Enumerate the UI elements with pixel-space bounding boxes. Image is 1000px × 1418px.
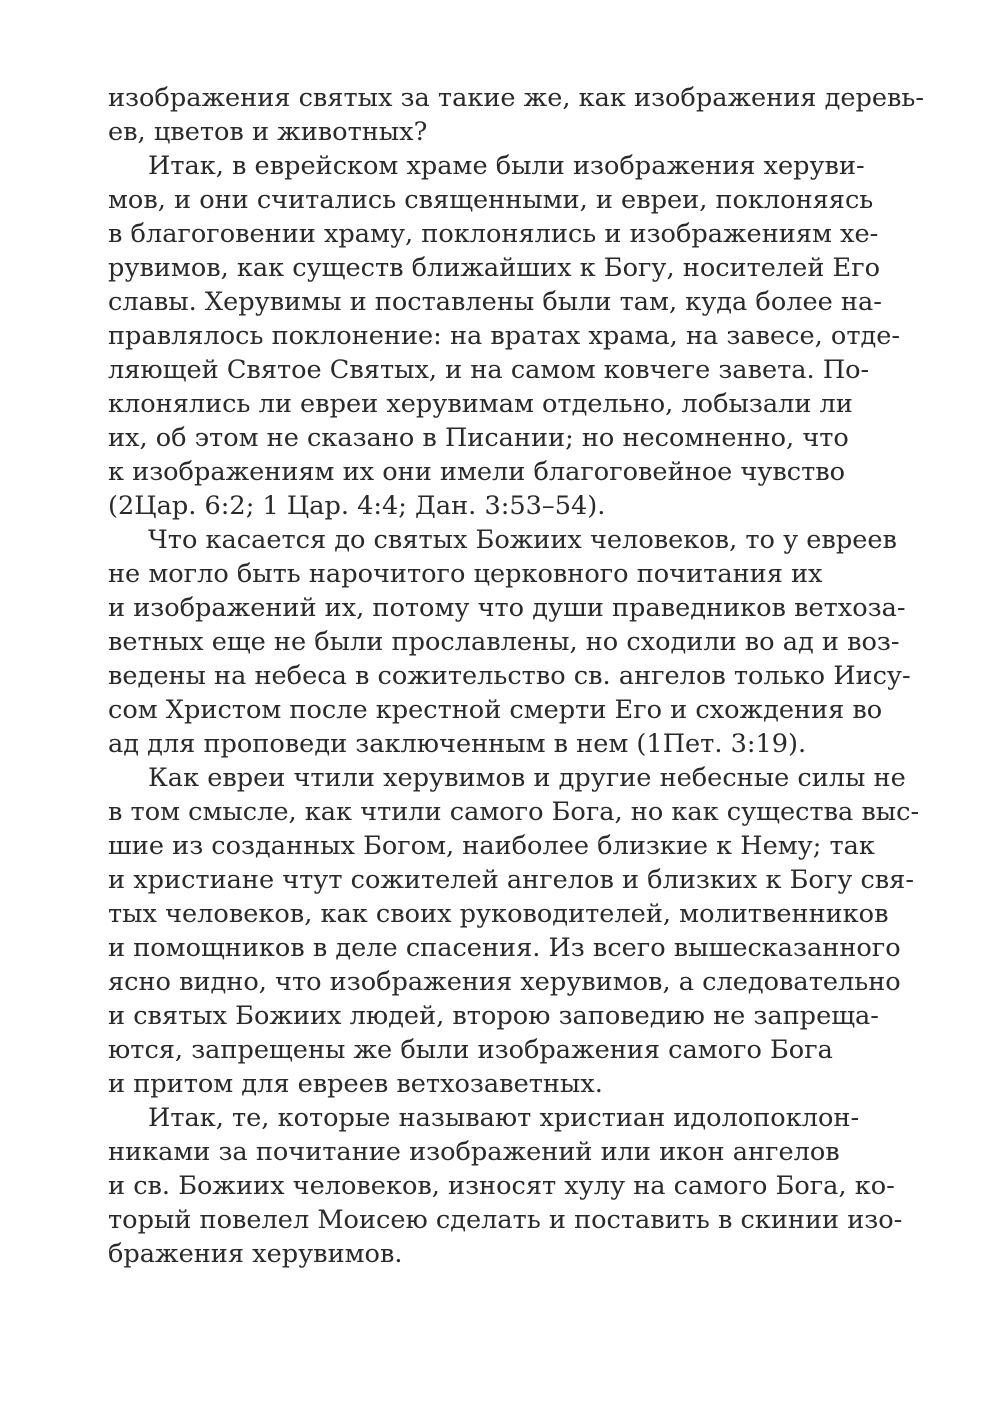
text-line: славы. Херувимы и поставлены были там, куда более на- xyxy=(108,287,882,317)
text-line: ясно видно, что изображения херувимов, а следовательно xyxy=(108,967,901,997)
text-line: никами за почитание изображений или икон ангелов xyxy=(108,1137,840,1167)
text-line: торый повелел Моисею сделать и поставить в скинии изо- xyxy=(108,1205,903,1235)
text-line: и христиане чтут сожителей ангелов и близких к Богу свя- xyxy=(108,865,914,895)
text-line: ветных еще не были прославлены, но сходили во ад и воз- xyxy=(108,627,900,657)
paragraph xyxy=(108,523,911,761)
text-line: в том смысле, как чтили самого Бога, но как существа выс- xyxy=(108,797,920,827)
text-line: и изображений их, потому что души праведников ветхоза- xyxy=(108,593,906,623)
text-line: и помощников в деле спасения. Из всего вышесказанного xyxy=(108,933,901,963)
text-line: бражения херувимов. xyxy=(108,1239,403,1269)
document-body xyxy=(108,81,925,1271)
paragraph xyxy=(108,1101,903,1271)
text-line: рувимов, как существ ближайших к Богу, носителей Его xyxy=(108,253,881,283)
text-line: Итак, те, которые называют христиан идолопоклон- xyxy=(148,1103,860,1133)
paragraph xyxy=(108,149,901,523)
text-line: (2Цар. 6:2; 1 Цар. 4:4; Дан. 3:53–54). xyxy=(108,491,606,521)
text-line: сом Христом после крестной смерти Его и схождения во xyxy=(108,695,883,725)
text-line: в благоговении храму, поклонялись и изображениям хе- xyxy=(108,219,879,249)
text-line: и св. Божиих человеков, износят хулу на самого Бога, ко- xyxy=(108,1171,895,1201)
text-line: ад для проповеди заключенным в нем (1Пет. 3:19). xyxy=(108,729,807,759)
text-line: Итак, в еврейском храме были изображения херуви- xyxy=(148,151,865,181)
paragraph xyxy=(108,761,920,1101)
text-line: ев, цветов и животных? xyxy=(108,117,428,147)
text-line: мов, и они считались священными, и евреи, поклоняясь xyxy=(108,185,874,215)
text-line: Как евреи чтили херувимов и другие небесные силы не xyxy=(148,763,906,793)
text-line: их, об этом не сказано в Писании; но несомненно, что xyxy=(108,423,849,453)
paragraph xyxy=(108,81,925,149)
text-line: Что касается до святых Божиих человеков, то у евреев xyxy=(148,525,897,555)
text-line: правлялось поклонение: на вратах храма, на завесе, отде- xyxy=(108,321,901,351)
text-line: ведены на небеса в сожительство св. ангелов только Иису- xyxy=(108,661,911,691)
document-page xyxy=(108,81,925,1271)
text-line: ляющей Святое Святых, и на самом ковчеге завета. По- xyxy=(108,355,870,385)
text-line: клонялись ли евреи херувимам отдельно, лобызали ли xyxy=(108,389,853,419)
text-line: шие из созданных Богом, наиболее близкие к Нему; так xyxy=(108,831,875,861)
text-line: и притом для евреев ветхозаветных. xyxy=(108,1069,603,1099)
text-line: изображения святых за такие же, как изображения деревь- xyxy=(108,83,925,113)
text-line: и святых Божиих людей, второю заповедию не запреща- xyxy=(108,1001,879,1031)
text-line: тых человеков, как своих руководителей, молитвенников xyxy=(108,899,889,929)
text-line: ются, запрещены же были изображения самого Бога xyxy=(108,1035,833,1065)
text-line: не могло быть нарочитого церковного почитания их xyxy=(108,559,823,589)
text-line: к изображениям их они имели благоговейное чувство xyxy=(108,457,846,487)
